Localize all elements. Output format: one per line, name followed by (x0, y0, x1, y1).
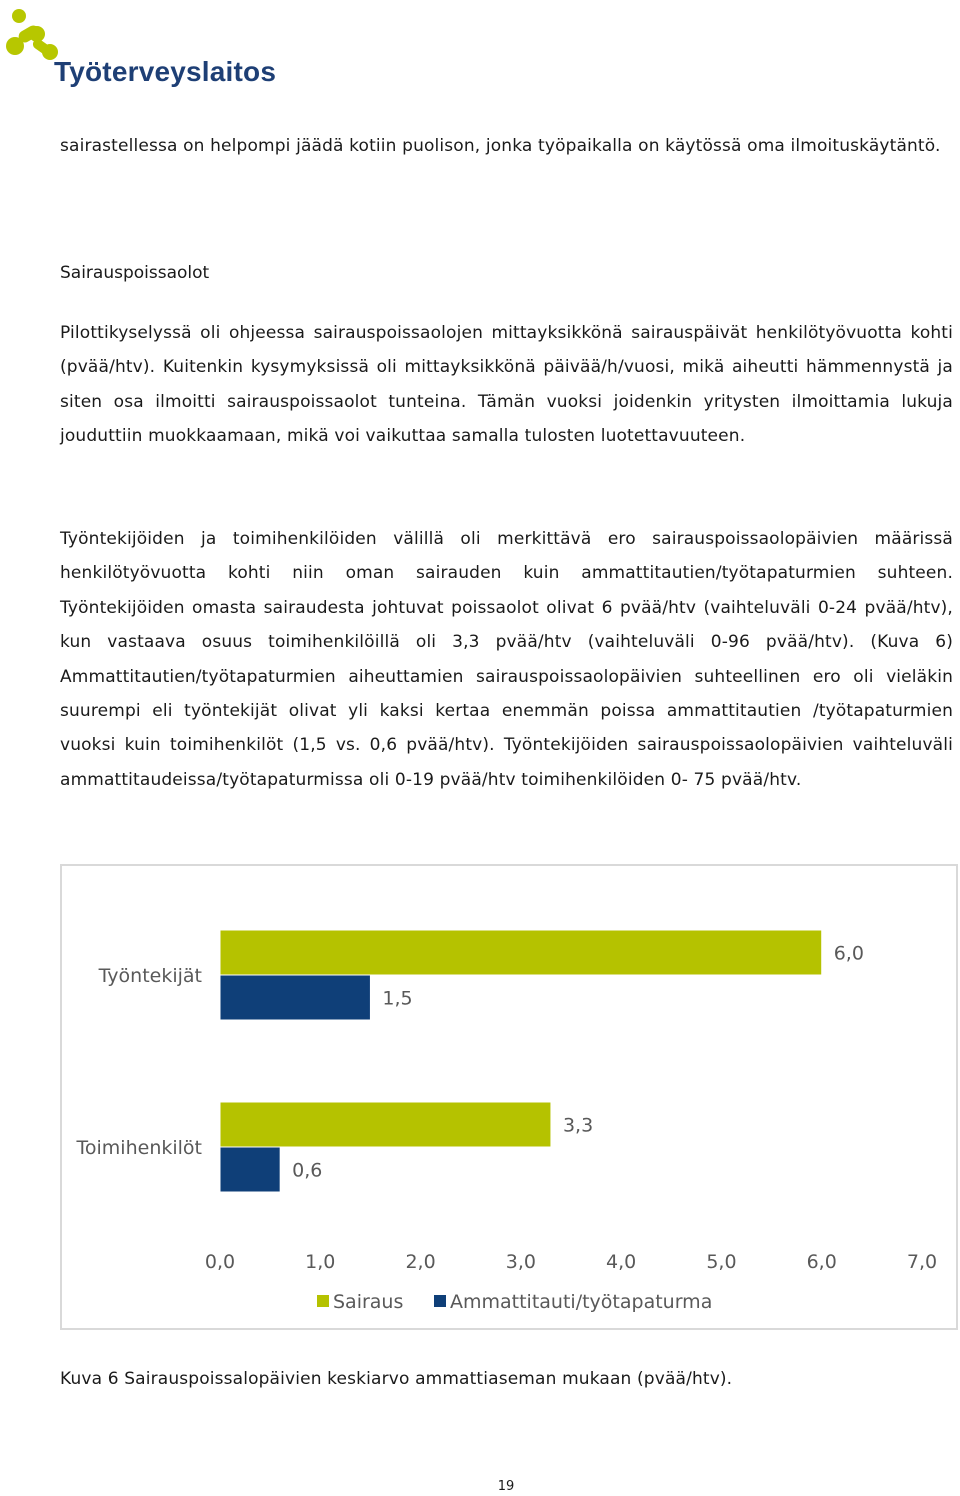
bar-ammattitauti-1 (220, 1147, 280, 1192)
value-label: 0,6 (292, 1159, 323, 1182)
logo-mark-icon (2, 4, 62, 74)
bar-ammattitauti-0 (220, 975, 370, 1020)
paragraph-intro (60, 129, 953, 163)
category-label: Toimihenkilöt (76, 1137, 202, 1159)
category-label: Työntekijät (98, 965, 202, 987)
chart-canvas (62, 866, 960, 1332)
legend-label: Sairaus (333, 1291, 404, 1313)
x-tick-label: 1,0 (305, 1251, 336, 1273)
x-tick-label: 4,0 (606, 1251, 637, 1273)
paragraph-pilot (60, 316, 953, 454)
value-label: 3,3 (562, 1114, 594, 1137)
legend-label: Ammattitauti/työtapaturma (450, 1291, 713, 1313)
x-tick-label: 7,0 (906, 1251, 938, 1273)
figure-caption: Kuva 6 Sairauspoissalopäivien keskiarvo ammattiaseman mukaan (pvää/htv). (60, 1369, 733, 1389)
paragraph-text: Työntekijöiden ja toimihenkilöiden välillä oli merkittävä ero sairauspoissaolopäivien määrissä henkilötyövuotta kohti niin oman sairauden kuin ammattitautien/työtapaturmien suhteen. Työntekijöiden omasta sairaudesta johtuvat poissaolot olivat 6 pvää/htv (vaihteluväli 0-24 pvää/htv), kun vastaava osuus toimihenkilöillä oli 3,3 pvää/htv (vaihteluväli 0-96 pvää/htv). (Kuva 6) Ammattitautien/työtapaturmien aiheuttamien sairauspoissaolopäivien suhteellinen ero oli vieläkin suurempi eli työntekijät olivat yli kaksi kertaa enemmän poissa ammattitautien /työtapaturmien vuoksi kuin toimihenkilöt (1,5 vs. 0,6 pvää/htv). Työntekijöiden sairauspoissaolopäivien vaihteluväli ammattitaudeissa/työtapaturmissa oli 0-19 pvää/htv toimihenkilöiden 0- 75 pvää/htv. (60, 529, 953, 790)
x-tick-label: 6,0 (806, 1251, 837, 1273)
bar-chart (60, 864, 958, 1330)
bar-sairaus-1 (220, 1102, 551, 1147)
paragraph-comparison (60, 522, 953, 797)
bar-sairaus-0 (220, 930, 822, 975)
x-tick-label: 3,0 (505, 1251, 536, 1273)
legend-swatch (317, 1295, 329, 1307)
x-tick-label: 0,0 (204, 1251, 236, 1273)
value-label: 1,5 (382, 987, 413, 1010)
logo-text: Työterveyslaitos (54, 56, 277, 87)
page-number: 19 (497, 1479, 515, 1494)
section-heading: Sairauspoissaolot (60, 263, 210, 283)
x-tick-label: 2,0 (405, 1251, 436, 1273)
value-label: 6,0 (833, 942, 864, 965)
legend-swatch (434, 1295, 446, 1307)
paragraph-text: Pilottikyselyssä oli ohjeessa sairauspoissaolojen mittayksikkönä sairauspäivät henkilötyövuotta kohti (pvää/htv). Kuitenkin kysymyksissä oli mittayksikkönä päivää/h/vuosi, mikä aiheutti hämmennystä ja siten osa ilmoitti sairauspoissaolot tunteina. Tämän vuoksi joidenkin yritysten ilmoittamia lukuja jouduttiin muokkaamaan, mikä voi vaikuttaa samalla tulosten luotettavuuteen. (60, 323, 953, 447)
x-tick-label: 5,0 (706, 1251, 737, 1273)
logo (2, 4, 277, 94)
paragraph-text: sairastellessa on helpompi jäädä kotiin puolison, jonka työpaikalla on käytössä oma ilmoituskäytäntö. (60, 136, 941, 156)
